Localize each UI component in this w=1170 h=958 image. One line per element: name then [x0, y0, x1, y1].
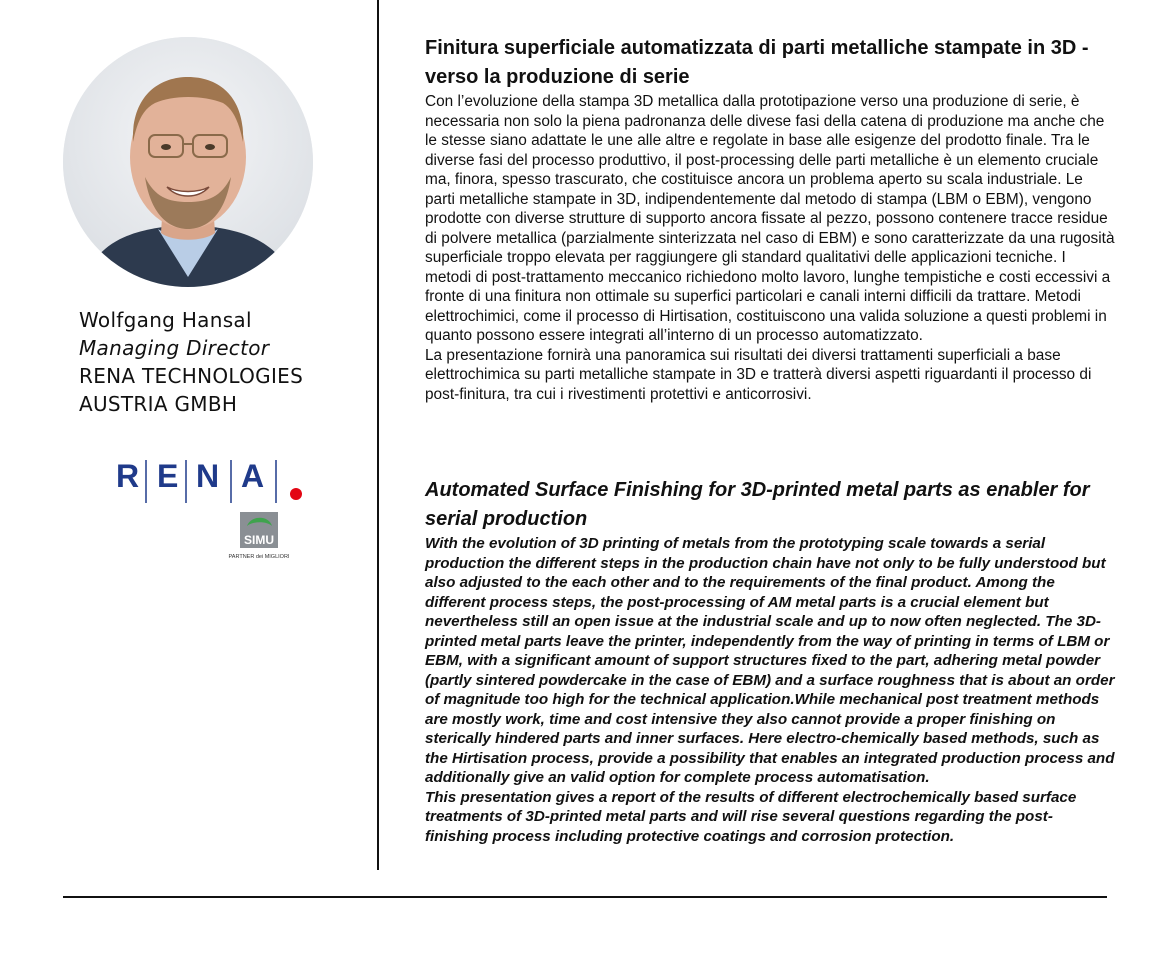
speaker-portrait-image: [63, 37, 313, 287]
italian-abstract: [425, 34, 1115, 404]
rena-logo-letter: A: [241, 458, 265, 494]
simu-logo: [225, 510, 295, 562]
rena-logo-dot: [290, 488, 302, 500]
english-paragraph-1: With the evolution of 3D printing of metals from the prototyping scale towards a serial production the different steps in the production chain have not only to be fully understood but also adjusted to the each other and to the requirements of the final product. Among the different process steps, the post-processing of AM metal parts is a crucial element but nevertheless still an open issue at the industrial scale and up to now often neglected. The 3D-printed metal parts leave the printer, independently from the way of printing in terms of LBM or EBM, with a significant amount of support structures fixed to the part, adhering metal powder (partly sintered powdercake in the case of EBM) and a surface roughness that is about an order of magnitude too high for the technical application.While mechanical post treatment methods are mostly work, time and cost intensive they also cannot provide a proper finishing on sterically hindered parts and inner surfaces. Here electro-chemically based methods, such as the Hirtisation process, provide a possibility that enables an integrated production process and additionally give an valid option for complete process automatisation.: [425, 535, 1115, 786]
simu-logo-tagline: PARTNER dei MIGLIORI: [228, 554, 290, 560]
rena-logo-letter: E: [157, 458, 179, 494]
rena-logo: [113, 455, 333, 510]
italian-paragraph-1: Con l’evoluzione della stampa 3D metallica dalla prototipazione verso una produzione di serie, è necessaria non solo la piena padronanza delle divese fasi della catena di produzione ma anche che le stesse siano adattate le une alle altre e regolate in base alle esigenze del prodotto finale. Tra le diverse fasi del processo produttivo, il post-processing delle parti metalliche è un elemento cruciale ma, finora, spesso trascurato, che costituisce ancora un problema aperto su scala industriale. Le parti metalliche stampate in 3D, indipendentemente dal metodo di stampa (LBM o EBM), vengono prodotte con diverse strutture di supporto ancora fissate al pezzo, possono contenere tracce residue di polvere metallica (parzialmente sinterizzata nel caso di EBM) e sono caratterizzate da una rugosità superficiale troppo elevata per raggiungere gli standard qualitativi delle applicazioni tecniche. I metodi di post-trattamento meccanico richiedono molto lavoro, lunghe tempistiche e costi eccessivi a fronte di una finitura non ottimale su superfici particolari e canali interni difficili da trattare. Metodi elettrochimici, come il processo di Hirtisation, costituiscono una valida soluzione a questi problemi in quanto possono essere integrati all’interno di un processo automatizzato.: [425, 93, 1115, 344]
speaker-role: Managing Director: [79, 336, 270, 360]
speaker-company-line2: AUSTRIA GMBH: [79, 392, 238, 416]
english-title: Automated Surface Finishing for 3D-printed metal parts as enabler for serial production: [425, 479, 1090, 530]
bottom-divider: [63, 896, 1107, 898]
speaker-photo: [63, 37, 313, 287]
rena-logo-letter: N: [196, 458, 220, 494]
english-abstract: [425, 476, 1115, 846]
speaker-name: Wolfgang Hansal: [79, 308, 252, 332]
speaker-info: [79, 306, 303, 418]
italian-paragraph-2: La presentazione fornirà una panoramica sui risultati dei diversi trattamenti superficiali a base elettrochimica su parti metalliche stampate in 3D e tratterà diversi aspetti riguardanti il processo di post-finitura, tra cui i rivestimenti protettivi e anticorrosivi.: [425, 346, 1092, 403]
italian-title: Finitura superficiale automatizzata di parti metalliche stampate in 3D - verso la produzione di serie: [425, 37, 1089, 88]
vertical-divider: [377, 0, 379, 870]
simu-logo-text: SIMU: [244, 533, 274, 547]
rena-logo-letter: R: [116, 458, 140, 494]
english-paragraph-2: This presentation gives a report of the results of different electrochemically based surface treatments of 3D-printed metal parts and will rise several questions regarding the post-finishing process including protective coatings and corrosion protection.: [425, 788, 1077, 845]
speaker-company-line1: RENA TECHNOLOGIES: [79, 364, 304, 388]
